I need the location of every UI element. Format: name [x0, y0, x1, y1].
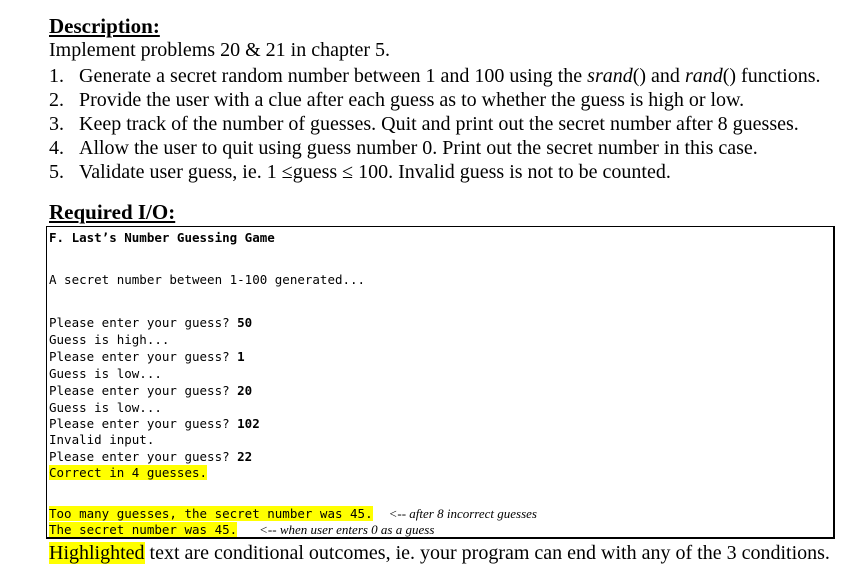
- console-prompt-line: [49, 349, 245, 365]
- console-prompt-line: [49, 416, 260, 432]
- requirement-item: [49, 160, 821, 184]
- console-response-line: Invalid input.: [49, 432, 155, 447]
- item-text: Generate a secret random number between 1 and 100 using the: [79, 65, 588, 87]
- item-text: Provide the user with a clue after each guess as to whether the guess is high or low.: [79, 89, 745, 111]
- console-title: F. Last’s Number Guessing Game: [49, 230, 275, 245]
- highlighted-outcome: Correct in 4 guesses.: [49, 465, 208, 480]
- console-outcome-too-many: [49, 506, 537, 522]
- requirements-list: [49, 64, 821, 184]
- console-output-box: [46, 226, 835, 539]
- requirement-item: [49, 88, 821, 112]
- item-text: Allow the user to quit using guess number 0. Print out the secret number in this case.: [79, 137, 758, 159]
- requirement-item: [49, 64, 821, 88]
- item-number: 5.: [49, 161, 64, 183]
- requirement-item: [49, 136, 821, 160]
- requirement-item: [49, 112, 821, 136]
- guess-value: 20: [237, 383, 253, 398]
- guess-value: 22: [237, 449, 253, 464]
- item-text: () and: [632, 65, 685, 87]
- guess-value: 1: [237, 349, 245, 364]
- guess-value: 102: [237, 416, 260, 431]
- prompt-text: Please enter your guess?: [49, 416, 238, 431]
- function-name-srand: srand: [587, 65, 633, 87]
- prompt-text: Please enter your guess?: [49, 383, 238, 398]
- required-io-heading: Required I/O:: [49, 200, 176, 224]
- footer-note: [49, 541, 830, 565]
- console-response-line: Guess is low...: [49, 366, 162, 381]
- prompt-text: Please enter your guess?: [49, 315, 238, 330]
- item-text: Validate user guess, ie. 1 ≤guess ≤ 100. Invalid guess is not to be counted.: [79, 161, 671, 183]
- item-text: Keep track of the number of guesses. Quit and print out the secret number after 8 guesses.: [79, 113, 799, 135]
- console-generated-line: A secret number between 1-100 generated...: [49, 272, 366, 287]
- description-heading: Description:: [49, 14, 160, 38]
- annotation-note: <-- when user enters 0 as a guess: [259, 522, 435, 537]
- item-number: 4.: [49, 137, 64, 159]
- footer-text: text are conditional outcomes, ie. your program can end with any of the 3 conditions.: [144, 542, 830, 564]
- console-outcome-quit: [49, 522, 434, 538]
- prompt-text: Please enter your guess?: [49, 349, 238, 364]
- console-outcome-correct: [49, 465, 207, 481]
- highlighted-outcome: Too many guesses, the secret number was 45.: [49, 506, 373, 521]
- highlighted-outcome: The secret number was 45.: [49, 522, 238, 537]
- item-number: 3.: [49, 113, 64, 135]
- console-prompt-line: [49, 449, 252, 465]
- console-response-line: Guess is low...: [49, 400, 162, 415]
- item-number: 2.: [49, 89, 64, 111]
- prompt-text: Please enter your guess?: [49, 449, 238, 464]
- annotation-note: <-- after 8 incorrect guesses: [388, 506, 537, 521]
- function-name-rand: rand: [684, 65, 723, 87]
- description-intro: Implement problems 20 & 21 in chapter 5.: [49, 39, 391, 61]
- console-prompt-line: [49, 315, 252, 331]
- guess-value: 50: [237, 315, 253, 330]
- console-prompt-line: [49, 383, 252, 399]
- console-response-line: Guess is high...: [49, 332, 170, 347]
- highlighted-word: Highlighted: [49, 542, 145, 564]
- item-number: 1.: [49, 65, 64, 87]
- item-text: () functions.: [722, 65, 821, 87]
